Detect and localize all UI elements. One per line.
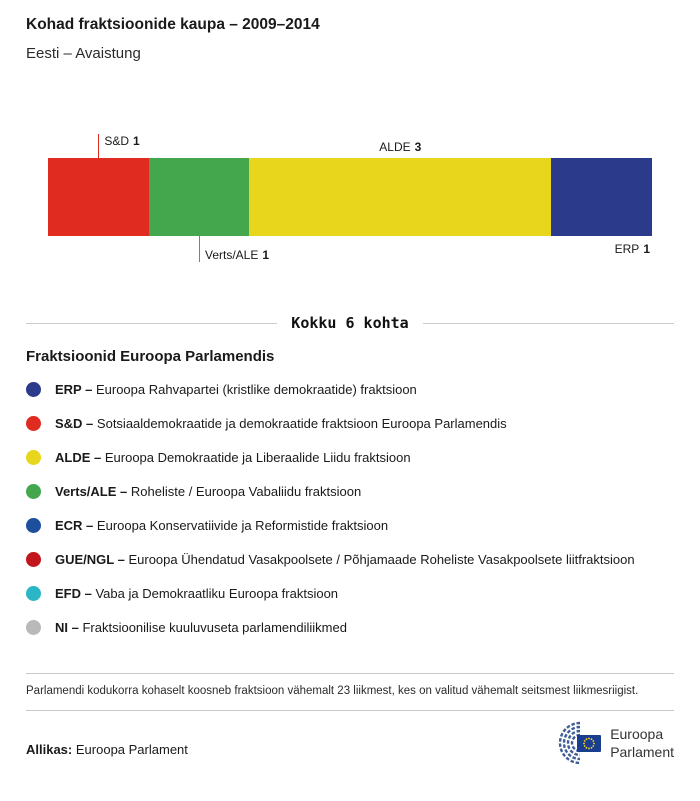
- source-label: Allikas:: [26, 741, 73, 757]
- legend-dot-efd: [26, 586, 41, 601]
- european-parliament-logo: [540, 721, 674, 765]
- bar-segment-sd: [48, 158, 149, 236]
- legend-item-verts-ale: [26, 483, 674, 501]
- bar-segment-verts-ale: [149, 158, 250, 236]
- legend-dot-ni: [26, 620, 41, 635]
- legend-abbr: S&D –: [55, 415, 94, 431]
- legend-desc: Euroopa Rahvapartei (kristlike demokraatide) fraktsioon: [95, 382, 417, 397]
- page-title: Kohad fraktsioonide kaupa – 2009–2014: [26, 16, 320, 33]
- total-seats-label: Kokku 6 kohta: [291, 314, 409, 332]
- bar-label-erp-seats: 1: [643, 242, 650, 256]
- legend-dot-sd: [26, 416, 41, 431]
- legend-dot-erp: [26, 382, 41, 397]
- legend-desc: Fraktsioonilise kuuluvuseta parlamendiliikmed: [82, 619, 347, 635]
- bar-label-verts-ale-seats: 1: [262, 248, 270, 262]
- legend-dot-alde: [26, 450, 41, 465]
- bar-label-sd-seats: 1: [133, 134, 140, 148]
- legend-abbr: EFD –: [55, 585, 92, 601]
- legend: [26, 381, 674, 637]
- bar-label-alde: [249, 140, 551, 154]
- bar-label-erp: [615, 242, 650, 256]
- footnote: Parlamendi kodukorra kohaselt koosneb fraktsioon vähemalt 23 liikmest, kes on valitud vähemalt seitsmest liikmesriigist.: [26, 673, 674, 711]
- logo-text: [610, 725, 674, 761]
- legend-abbr: ALDE –: [55, 449, 102, 465]
- legend-desc: Euroopa Konservatiivide ja Reformistide fraktsioon: [96, 517, 389, 533]
- hemicycle-logo-graphic: [540, 721, 602, 765]
- bar-label-alde-seats: 3: [414, 140, 422, 154]
- legend-dot-gue-ngl: [26, 552, 41, 567]
- legend-abbr: ERP –: [55, 382, 93, 397]
- bar-label-verts-ale: [199, 236, 269, 262]
- legend-abbr: NI –: [55, 619, 79, 635]
- legend-heading: Fraktsioonid Euroopa Parlamendis: [26, 348, 275, 365]
- bar-label-verts-ale-name: Verts/ALE: [205, 248, 259, 262]
- legend-item-ecr: [26, 517, 674, 535]
- legend-abbr: ECR –: [55, 517, 94, 533]
- seats-bar-chart: [48, 134, 652, 262]
- source-text: Euroopa Parlament: [75, 741, 188, 757]
- legend-desc: Sotsiaaldemokraatide ja demokraatide fraktsioon Euroopa Parlamendis: [96, 415, 507, 431]
- legend-dot-ecr: [26, 518, 41, 533]
- bar-label-sd-name: S&D: [104, 134, 129, 148]
- bar-label-alde-name: ALDE: [379, 140, 411, 154]
- legend-abbr: Verts/ALE –: [55, 483, 128, 499]
- footer: [26, 721, 674, 765]
- divider-line-right: [423, 323, 674, 324]
- logo-text-line1: Euroopa: [610, 725, 664, 742]
- legend-item-ni: [26, 619, 674, 637]
- legend-dot-verts-ale: [26, 484, 41, 499]
- bar-segment-alde: [249, 158, 551, 236]
- eu-flag: [577, 735, 601, 752]
- legend-item-erp: [26, 381, 674, 399]
- legend-item-alde: [26, 449, 674, 467]
- stacked-bar: [48, 134, 652, 262]
- bar-segment-erp: [551, 158, 652, 236]
- bar-label-sd: [98, 134, 139, 158]
- bar-label-erp-name: ERP: [614, 242, 640, 256]
- legend-item-gue-ngl: [26, 551, 674, 569]
- legend-item-efd: [26, 585, 674, 603]
- legend-abbr: GUE/NGL –: [55, 551, 125, 567]
- legend-item-sd: [26, 415, 674, 433]
- legend-desc: Vaba ja Demokraatliku Euroopa fraktsioon: [95, 585, 339, 601]
- legend-desc: Roheliste / Euroopa Vabaliidu fraktsioon: [130, 483, 362, 499]
- source-line: [26, 742, 188, 757]
- divider-line-left: [26, 323, 277, 324]
- legend-desc: Euroopa Ühendatud Vasakpoolsete / Põhjamaade Roheliste Vasakpoolsete liitfraktsioon: [128, 551, 635, 567]
- legend-desc: Euroopa Demokraatide ja Liberaalide Liidu fraktsioon: [104, 449, 411, 465]
- total-seats-divider: [26, 314, 674, 332]
- logo-text-line2: Parlament: [610, 743, 674, 760]
- page-subtitle: Eesti – Avaistung: [26, 45, 141, 62]
